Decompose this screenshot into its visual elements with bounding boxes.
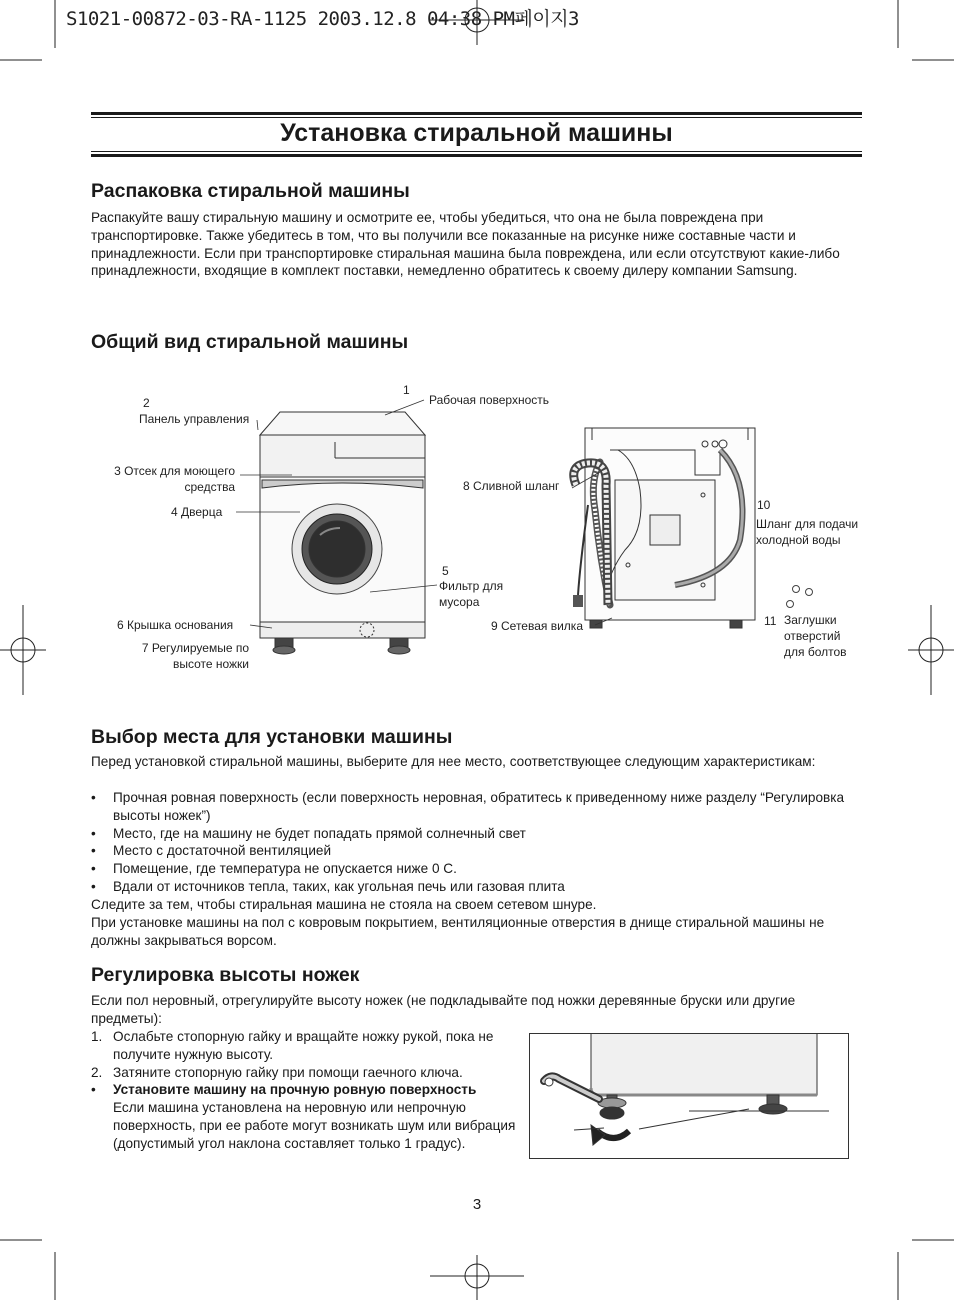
bullet-text: Прочная ровная поверхность (если поверхность неровная, обратитесь к приведенному ниже разделу “Регулировка высоты ножек”) (113, 790, 845, 823)
list-item (91, 878, 866, 896)
step-text: Затяните стопорную гайку при помощи гаечного ключа. (113, 1064, 463, 1080)
bullet-mark: • (91, 825, 96, 841)
bullet-mark: • (91, 843, 96, 859)
step-text: Ослабьте стопорную гайку и вращайте ножку рукой, пока не получите нужную высоту. (113, 1029, 494, 1062)
title-rule-bottom (91, 154, 862, 157)
legs-steps-list (91, 1028, 531, 1153)
step-number: 2. (91, 1064, 103, 1080)
list-item (91, 842, 866, 860)
legs-intro: Если пол неровный, отрегулируйте высоту ножек (не подкладывайте под ножки деревянные бруски или другие предметы): (91, 993, 796, 1026)
location-note-carpet: При установке машины на пол с ковровым покрытием, вентиляционные отверстия в днище стиральной машины не должны закрываться ворсом. (91, 915, 825, 948)
bullet-text: Место с достаточной вентиляцией (113, 843, 332, 859)
title-rule-top (91, 112, 862, 115)
label-5-filter-line1: Фильтр для (439, 579, 504, 593)
step-text: Если машина установлена на неровную или непрочную поверхность, при ее работе могут возникать шум или вибрация (допустимый угол наклона составляет только 1 градус). (113, 1100, 516, 1151)
bullet-text: Место, где на машину не будет попадать прямой солнечный свет (113, 825, 526, 841)
label-11-caps-line2: отверстий (784, 629, 841, 643)
unpacking-text: Распакуйте вашу стиральную машину и осмотрите ее, чтобы убедиться, что она не была повреждена при транспортировке. Также убедитесь в том, что вы получили все показанные на рисунке ниже составные части и принадлежности. Если при транспортировке стиральная машина была повреждена, или если отсутствуют какие-либо принадлежности, входящие в комплект поставки, немедленно обратитесь к своему дилеру компании Samsung. (91, 210, 840, 279)
label-2-control-panel: Панель управления (139, 412, 250, 426)
title-rule-top-thin (91, 117, 862, 118)
page-title: Установка стиральной машины (280, 119, 673, 147)
location-heading: Выбор места для установки машины (91, 726, 453, 748)
overview-heading: Общий вид стиральной машины (91, 331, 409, 353)
label-7-legs-line2: высоте ножки (172, 657, 249, 671)
leg-adjustment-illustration (529, 1033, 849, 1159)
location-note-cord: Следите за тем, чтобы стиральная машина не стояла на своем сетевом шнуре. (91, 897, 597, 912)
location-intro: Перед установкой стиральной машины, выберите для нее место, соответствующее следующим характеристикам: (91, 754, 816, 769)
list-item (91, 1081, 531, 1152)
label-5-number: 5 (442, 564, 449, 578)
label-3-detergent-line1: 3 Отсек для моющего (114, 464, 235, 478)
list-item (91, 825, 866, 843)
label-10-number: 10 (757, 498, 771, 512)
bullet-mark: • (91, 861, 96, 877)
list-item (91, 1028, 531, 1064)
list-item (91, 1064, 531, 1082)
step-bullet: • (91, 1082, 96, 1098)
label-11-number: 11 (764, 614, 777, 628)
bullet-text: Вдали от источников тепла, таких, как угольная печь или газовая плита (113, 878, 565, 894)
legs-heading: Регулировка высоты ножек (91, 964, 360, 986)
label-2-number: 2 (143, 396, 150, 410)
label-7-legs-line1: 7 Регулируемые по (141, 641, 249, 655)
step-bold-text: Установите машину на прочную ровную поверхность (113, 1082, 477, 1098)
list-item (91, 789, 866, 825)
print-code: S1021-00872-03-RA-1125 2003.12.8 04:38 PM페이지3 (66, 8, 579, 30)
page-number: 3 (472, 1196, 482, 1213)
bullet-mark: • (91, 790, 96, 805)
label-11-caps-line1: Заглушки (784, 613, 837, 627)
label-1-worktop: Рабочая поверхность (429, 393, 549, 407)
label-10-water-hose-line2: холодной воды (756, 533, 841, 547)
label-8-drain-hose: 8 Сливной шланг (463, 479, 560, 493)
list-item (91, 860, 866, 878)
step-number: 1. (91, 1029, 103, 1044)
label-10-water-hose-line1: Шланг для подачи (756, 517, 859, 531)
label-3-detergent-line2: средства (184, 480, 235, 494)
label-5-filter-line2: мусора (439, 595, 480, 609)
label-11-caps-line3: для болтов (784, 645, 847, 659)
title-rule-bottom-thin (91, 151, 862, 152)
label-9-power-plug: 9 Сетевая вилка (491, 619, 583, 633)
bullet-text: Помещение, где температура не опускается ниже 0 С. (113, 861, 457, 877)
label-4-door: 4 Дверца (171, 505, 223, 519)
location-bullet-list (91, 789, 866, 896)
bullet-mark: • (91, 878, 96, 894)
label-1-number: 1 (403, 383, 410, 397)
label-6-base-cover: 6 Крышка основания (117, 618, 234, 632)
unpacking-heading: Распаковка стиральной машины (91, 180, 410, 202)
